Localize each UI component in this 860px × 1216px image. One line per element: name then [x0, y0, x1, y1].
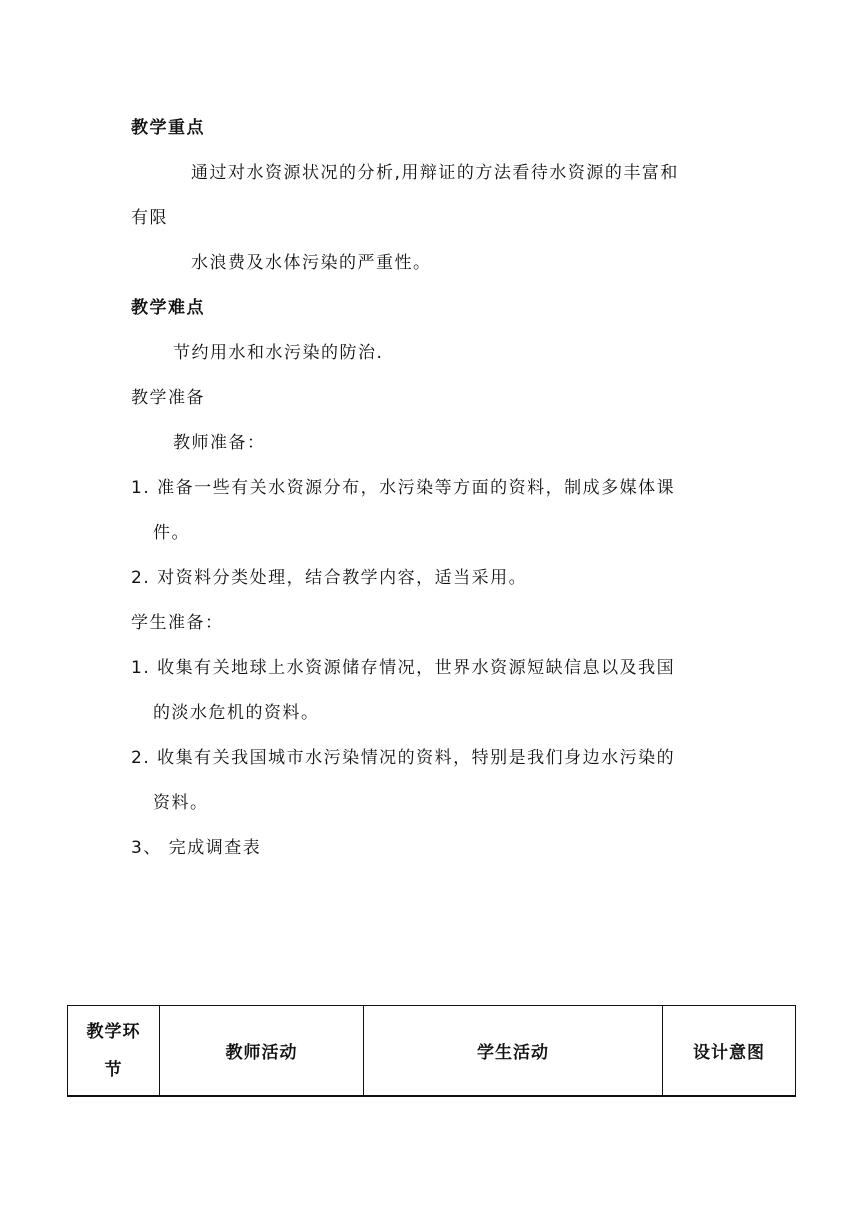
student-prep-heading: 学生准备：: [131, 613, 224, 633]
table-header-row: [68, 1006, 796, 1097]
key-point-line-2: 有限: [131, 208, 168, 228]
key-point-line-1: 通过对水资源状况的分析,用辩证的方法看待水资源的丰富和: [191, 163, 679, 183]
teacher-item-1-line-1: 1. 准备一些有关水资源分布，水污染等方面的资料，制成多媒体课: [131, 478, 676, 498]
header-teacher-activity: 教师活动: [160, 1006, 364, 1097]
header-teaching-stage-line-1: 教学环: [86, 1021, 141, 1042]
header-teaching-stage: [68, 1006, 160, 1097]
key-points-heading: 教学重点: [131, 118, 205, 138]
lesson-plan-table: [67, 1005, 796, 1097]
teacher-prep-heading: 教师准备：: [173, 433, 266, 453]
key-point-line-3: 水浪费及水体污染的严重性。: [191, 253, 432, 273]
teacher-item-1-line-2: 件。: [153, 523, 190, 543]
header-student-activity: 学生活动: [364, 1006, 663, 1097]
student-item-2-line-1: 2. 收集有关我国城市水污染情况的资料，特别是我们身边水污染的: [131, 748, 676, 768]
student-item-3: 3、 完成调查表: [131, 838, 262, 858]
header-teaching-stage-line-2: 节: [104, 1059, 123, 1080]
student-item-2-line-2: 资料。: [153, 793, 209, 813]
preparation-heading: 教学准备: [131, 388, 205, 408]
student-item-1-line-1: 1. 收集有关地球上水资源储存情况，世界水资源短缺信息以及我国: [131, 658, 676, 678]
difficulty-text: 节约用水和水污染的防治.: [173, 343, 384, 363]
header-design-intent: 设计意图: [663, 1006, 796, 1097]
student-item-1-line-2: 的淡水危机的资料。: [153, 703, 320, 723]
teacher-item-2: 2. 对资料分类处理，结合教学内容，适当采用。: [131, 568, 528, 588]
difficulty-heading: 教学难点: [131, 298, 205, 318]
